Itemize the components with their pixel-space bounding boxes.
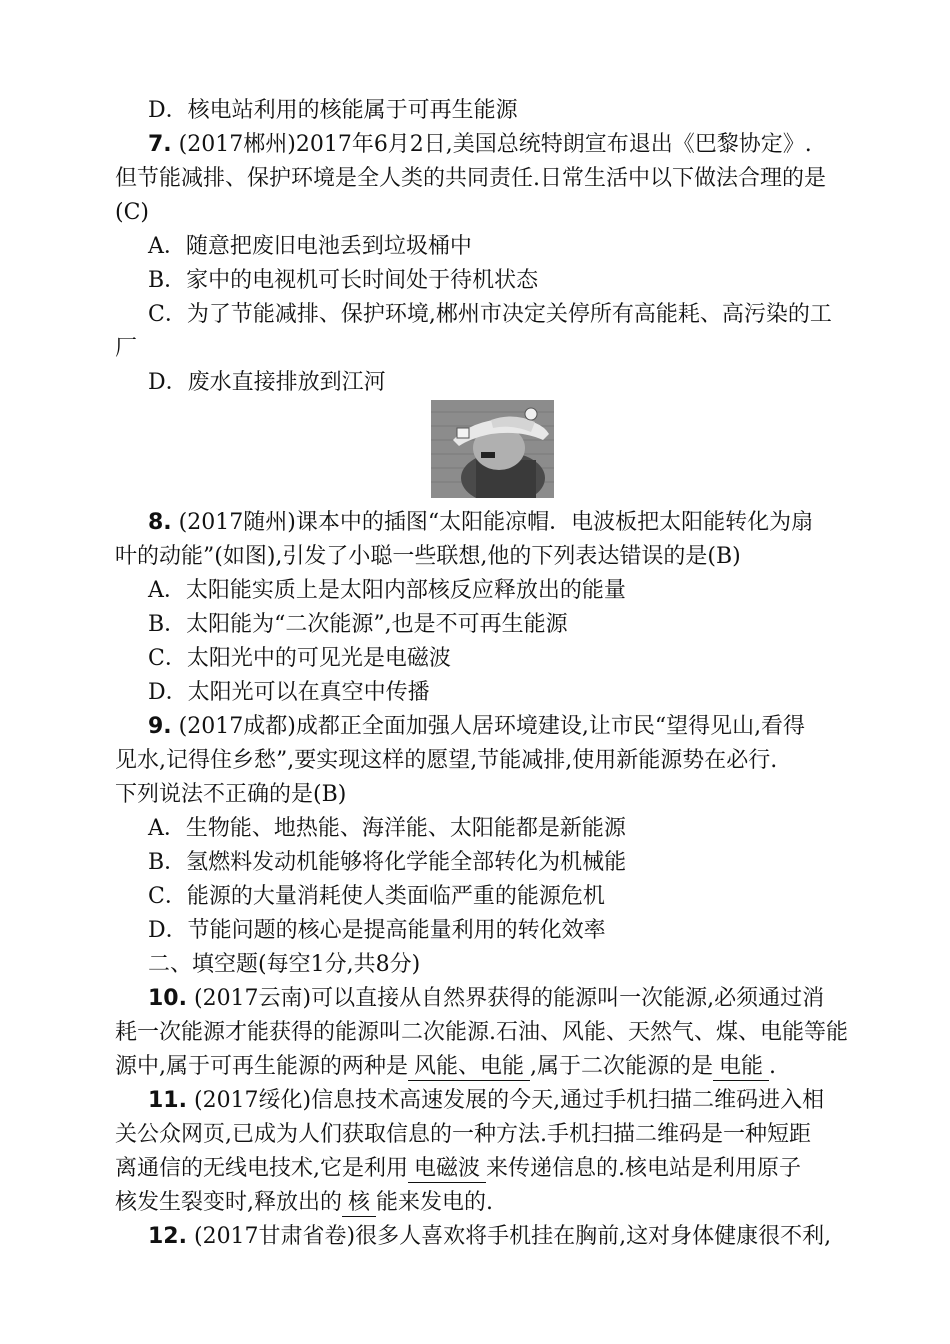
- q11-stem-3-post: 来传递信息的.核电站是利用原子: [486, 1156, 802, 1181]
- q7-option-a: A．随意把废旧电池丢到垃圾桶中: [148, 234, 472, 259]
- q9-option-d: D．节能问题的核心是提高能量利用的转化效率: [148, 918, 606, 943]
- solar-cap-photo: [431, 400, 554, 498]
- q10-stem-1: (2017云南)可以直接从自然界获得的能源叫一次能源,必须通过消: [193, 986, 825, 1011]
- q7-option-b: B．家中的电视机可长时间处于待机状态: [148, 268, 539, 293]
- q11-stem-1: (2017绥化)信息技术高速发展的今天,通过手机扫描二维码进入相: [193, 1088, 825, 1113]
- q11-stem-4-pre: 核发生裂变时,释放出的: [115, 1190, 342, 1215]
- q7-option-c-1: C．为了节能减排、保护环境,郴州市决定关停所有高能耗、高污染的工: [148, 302, 832, 327]
- q7-line-1: [148, 128, 888, 162]
- q11-stem-3-pre: 离通信的无线电技术,它是利用: [115, 1156, 408, 1181]
- q7-number: 7.: [148, 132, 172, 157]
- q8-option-a: A．太阳能实质上是太阳内部核反应释放出的能量: [148, 578, 626, 603]
- q11-stem-3: [115, 1152, 855, 1186]
- q10-stem-3-post: .: [769, 1054, 777, 1079]
- q7-option-d: D．废水直接排放到江河: [148, 370, 386, 395]
- q10-number: 10.: [148, 986, 187, 1011]
- q10-stem-3-pre: 源中,属于可再生能源的两种是: [115, 1054, 408, 1079]
- q11-number: 11.: [148, 1088, 187, 1113]
- q8-number: 8.: [148, 510, 172, 535]
- q11-answer-blank-2: 核: [342, 1190, 376, 1217]
- q9-option-b: B．氢燃料发动机能够将化学能全部转化为机械能: [148, 850, 627, 875]
- q9-stem-3: 下列说法不正确的是(B): [115, 782, 347, 807]
- q11-answer-blank-1: 电磁波: [408, 1156, 486, 1183]
- q10-stem-3-mid: ,属于二次能源的是: [530, 1054, 714, 1079]
- q9-option-a: A．生物能、地热能、海洋能、太阳能都是新能源: [148, 816, 626, 841]
- q8-stem-2: 叶的动能”(如图),引发了小聪一些联想,他的下列表达错误的是(B): [115, 544, 741, 569]
- q11-stem-4-post: 能来发电的.: [376, 1190, 494, 1215]
- q9-stem-1: (2017成都)成都正全面加强人居环境建设,让市民“望得见山,看得: [178, 714, 806, 739]
- q7-answer: (C): [115, 200, 149, 225]
- q12-stem-1: (2017甘肃省卷)很多人喜欢将手机挂在胸前,这对身体健康很不利,: [193, 1224, 832, 1249]
- q10-answer-blank-1: 风能、电能: [408, 1054, 530, 1081]
- q7-stem-1: (2017郴州)2017年6月2日,美国总统特朗宣布退出《巴黎协定》.: [178, 132, 812, 157]
- q10-answer-blank-2: 电能: [713, 1054, 769, 1081]
- q8-option-d: D．太阳光可以在真空中传播: [148, 680, 430, 705]
- q10-line-1: [148, 982, 888, 1016]
- q7-stem-2: 但节能减排、保护环境是全人类的共同责任.日常生活中以下做法合理的是: [115, 166, 826, 191]
- q7-option-c-2: 厂: [115, 336, 138, 361]
- q9-option-c: C．能源的大量消耗使人类面临严重的能源危机: [148, 884, 605, 909]
- section-2-title: 二、填空题(每空1分,共8分): [148, 952, 421, 977]
- q8-option-c: C．太阳光中的可见光是电磁波: [148, 646, 451, 671]
- q8-stem-1: (2017随州)课本中的插图“太阳能凉帽．电波板把太阳能转化为扇: [178, 510, 814, 535]
- q10-stem-2: 耗一次能源才能获得的能源叫二次能源.石油、风能、天然气、煤、电能等能: [115, 1020, 848, 1045]
- q10-stem-3: [115, 1050, 855, 1084]
- q8-line-1: [148, 506, 888, 540]
- q11-line-1: [148, 1084, 888, 1118]
- q11-stem-2: 关公众网页,已成为人们获取信息的一种方法.手机扫描二维码是一种短距: [115, 1122, 811, 1147]
- q11-stem-4: [115, 1186, 855, 1220]
- q6-option-d: D．核电站利用的核能属于可再生能源: [148, 98, 518, 123]
- q8-option-b: B．太阳能为“二次能源”,也是不可再生能源: [148, 612, 568, 637]
- q12-line-1: [148, 1220, 888, 1254]
- q12-number: 12.: [148, 1224, 187, 1249]
- q9-line-1: [148, 710, 888, 744]
- q9-stem-2: 见水,记得住乡愁”,要实现这样的愿望,节能减排,使用新能源势在必行.: [115, 748, 778, 773]
- q9-number: 9.: [148, 714, 172, 739]
